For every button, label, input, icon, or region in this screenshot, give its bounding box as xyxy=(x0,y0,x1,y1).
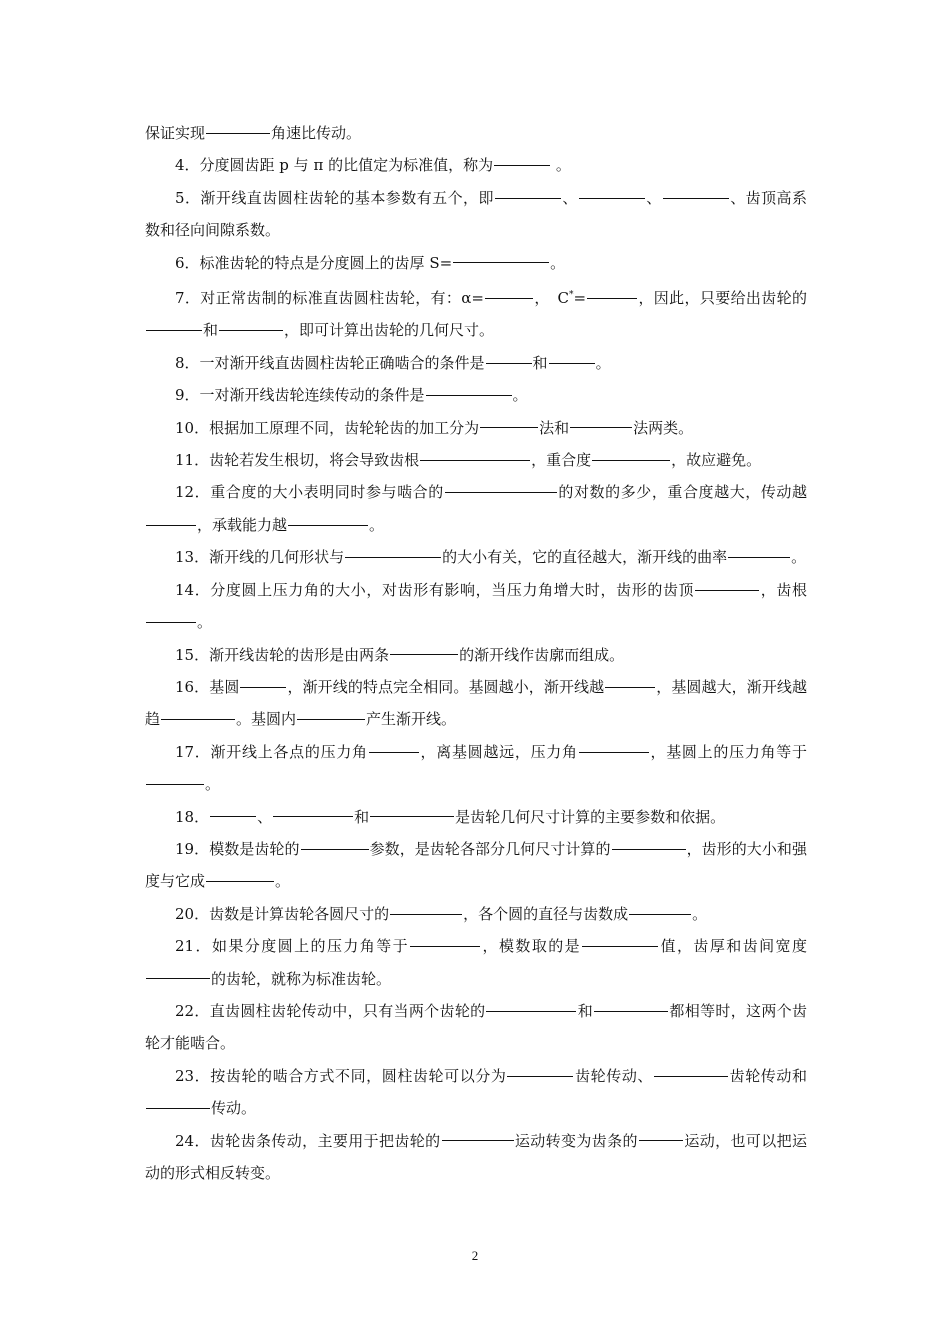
question-text: 参数，是齿轮各部分几何尺寸计算的 xyxy=(369,839,611,858)
question-item xyxy=(145,898,807,930)
question-text: 16．基圆 xyxy=(175,677,240,696)
question-text: 11．齿轮若发生根切，将会导致齿根 xyxy=(175,451,420,470)
question-text: 齿轮传动、 xyxy=(574,1066,654,1085)
superscript: * xyxy=(569,290,574,301)
question-text: 18． xyxy=(175,807,210,826)
question-text: 。 xyxy=(551,156,571,175)
question-text: 19．模数是齿轮的 xyxy=(175,839,300,858)
question-text: 运动转变为齿条的 xyxy=(514,1131,638,1150)
answer-blank[interactable] xyxy=(639,1139,683,1141)
question-text: 、 xyxy=(645,188,662,207)
question-text: 23．按齿轮的啮合方式不同，圆柱齿轮可以分为 xyxy=(175,1066,507,1085)
question-text: 传动。 xyxy=(211,1099,257,1118)
question-item xyxy=(145,833,807,898)
question-text: ，承载能力越 xyxy=(197,515,288,534)
question-item xyxy=(145,930,807,995)
answer-blank[interactable] xyxy=(426,394,512,396)
answer-blank[interactable] xyxy=(297,718,365,720)
question-text: 的齿轮，就称为标准齿轮。 xyxy=(211,969,392,988)
question-item xyxy=(145,247,807,279)
question-item xyxy=(145,671,807,736)
question-item xyxy=(145,541,807,573)
question-text: 、齿顶高系数和径向间隙系数。 xyxy=(145,188,807,240)
question-text: ，渐开线的特点完全相同。基圆越小，渐开线越 xyxy=(287,677,605,696)
question-text: 法两类。 xyxy=(633,418,694,437)
question-text: 和 xyxy=(203,321,219,340)
answer-blank[interactable] xyxy=(240,686,286,688)
question-item xyxy=(145,1125,807,1190)
question-text: ，即可计算出齿轮的几何尺寸。 xyxy=(284,321,495,340)
answer-blank[interactable] xyxy=(369,751,419,753)
answer-blank[interactable] xyxy=(146,783,204,785)
question-item xyxy=(145,574,807,639)
question-text: ，因此，只要给出齿轮的 xyxy=(638,289,807,308)
question-item xyxy=(145,801,807,833)
answer-blank[interactable] xyxy=(273,815,353,817)
answer-blank[interactable] xyxy=(486,1010,576,1012)
answer-blank[interactable] xyxy=(210,815,256,817)
answer-blank[interactable] xyxy=(612,848,686,850)
question-text: 是齿轮几何尺寸计算的主要参数和依据。 xyxy=(455,807,726,826)
question-text: 14．分度圆上压力角的大小，对齿形有影响，当压力角增大时，齿形的齿顶 xyxy=(175,580,695,599)
question-text: ，齿形的大小和强度与它成 xyxy=(145,839,807,891)
question-text: 运动，也可以把运动的形式相反转变。 xyxy=(145,1131,807,1182)
answer-blank[interactable] xyxy=(494,164,550,166)
question-item xyxy=(145,117,807,149)
question-text: 12．重合度的大小表明同时参与啮合的 xyxy=(175,483,444,502)
question-text: 法和 xyxy=(539,418,570,437)
answer-blank[interactable] xyxy=(728,556,790,558)
answer-blank[interactable] xyxy=(146,524,196,526)
question-text: ， C xyxy=(533,289,570,308)
question-text: ，离基圆越远，压力角 xyxy=(419,742,578,761)
answer-blank[interactable] xyxy=(495,197,561,199)
answer-blank[interactable] xyxy=(219,329,283,331)
answer-blank[interactable] xyxy=(579,197,645,199)
answer-blank[interactable] xyxy=(206,880,274,882)
answer-blank[interactable] xyxy=(345,556,441,558)
question-text: 15．渐开线齿轮的齿形是由两条 xyxy=(175,645,390,664)
answer-blank[interactable] xyxy=(587,297,637,299)
question-item xyxy=(145,149,807,181)
question-text: 17．渐开线上各点的压力角 xyxy=(175,742,368,761)
question-text: ，故应避免。 xyxy=(671,451,762,470)
question-item xyxy=(145,412,807,444)
answer-blank[interactable] xyxy=(549,362,595,364)
answer-blank[interactable] xyxy=(486,362,532,364)
answer-blank[interactable] xyxy=(390,653,458,655)
question-text: 21．如果分度圆上的压力角等于 xyxy=(175,937,410,956)
answer-blank[interactable] xyxy=(579,751,649,753)
question-text: 24．齿轮齿条传动，主要用于把齿轮的 xyxy=(175,1131,441,1150)
question-text: 。 xyxy=(197,613,213,632)
question-text: ，重合度 xyxy=(531,451,592,470)
question-text: 。 xyxy=(595,353,611,372)
question-text: 9．一对渐开线齿轮连续传动的条件是 xyxy=(175,386,425,405)
question-text: 。 xyxy=(791,548,807,567)
answer-blank[interactable] xyxy=(370,815,454,817)
question-text: 、 xyxy=(257,807,273,826)
answer-blank[interactable] xyxy=(592,459,670,461)
answer-blank[interactable] xyxy=(695,589,759,591)
question-item xyxy=(145,1060,807,1125)
answer-blank[interactable] xyxy=(442,1139,514,1141)
question-text: 22．直齿圆柱齿轮传动中，只有当两个齿轮的 xyxy=(175,1001,486,1020)
answer-blank[interactable] xyxy=(390,913,462,915)
question-text: 保证实现 xyxy=(145,124,206,142)
answer-blank[interactable] xyxy=(507,1075,573,1077)
answer-blank[interactable] xyxy=(445,491,557,493)
question-text: 的大小有关，它的直径越大，渐开线的曲率 xyxy=(442,548,728,567)
question-text: 。 xyxy=(512,386,528,405)
question-item xyxy=(145,347,807,379)
question-text: 齿轮传动和 xyxy=(729,1066,807,1085)
answer-blank[interactable] xyxy=(146,1107,210,1109)
answer-blank[interactable] xyxy=(410,945,480,947)
question-text: 。 xyxy=(205,775,221,794)
question-text: 。 xyxy=(369,515,385,534)
page-number: 2 xyxy=(471,1248,479,1263)
answer-blank[interactable] xyxy=(480,426,538,428)
answer-blank[interactable] xyxy=(146,621,196,623)
question-text: 。基圆内 xyxy=(236,710,297,729)
answer-blank[interactable] xyxy=(420,459,530,461)
answer-blank[interactable] xyxy=(146,977,210,979)
answer-blank[interactable] xyxy=(206,132,270,134)
question-text: = xyxy=(573,289,587,308)
answer-blank[interactable] xyxy=(485,297,533,299)
question-item xyxy=(145,639,807,671)
question-text: 和 xyxy=(354,807,370,826)
question-item xyxy=(145,736,807,801)
question-text: 。 xyxy=(692,904,708,923)
question-text: 的对数的多少，重合度越大，传动越 xyxy=(557,483,807,502)
question-text: 和 xyxy=(577,1001,594,1020)
question-text: 20．齿数是计算齿轮各圆尺寸的 xyxy=(175,904,390,923)
question-item xyxy=(145,995,807,1060)
question-text: 10．根据加工原理不同，齿轮轮齿的加工分为 xyxy=(175,418,480,437)
question-text: ，齿根 xyxy=(760,580,807,599)
question-list xyxy=(145,117,807,1189)
question-text: 、 xyxy=(561,188,578,207)
question-text: 的渐开线作齿廓而组成。 xyxy=(459,645,625,664)
question-text: 角速比传动。 xyxy=(271,124,362,142)
question-item xyxy=(145,279,807,347)
question-item xyxy=(145,476,807,541)
question-text: ，基圆越大，渐开线越趋 xyxy=(145,677,807,729)
question-text: 5．渐开线直齿圆柱齿轮的基本参数有五个，即 xyxy=(175,188,494,207)
answer-blank[interactable] xyxy=(663,197,729,199)
answer-blank[interactable] xyxy=(301,848,369,850)
answer-blank[interactable] xyxy=(570,426,632,428)
question-text: 和 xyxy=(532,353,548,372)
question-text: 值，齿厚和齿间宽度 xyxy=(659,937,807,956)
question-text: 。 xyxy=(550,253,566,272)
question-item xyxy=(145,182,807,247)
question-text: 6．标准齿轮的特点是分度圆上的齿厚 S= xyxy=(175,253,453,272)
answer-blank[interactable] xyxy=(453,261,549,263)
answer-blank[interactable] xyxy=(288,524,368,526)
question-text: 8．一对渐开线直齿圆柱齿轮正确啮合的条件是 xyxy=(175,353,485,372)
answer-blank[interactable] xyxy=(594,1010,668,1012)
question-text: ，模数取的是 xyxy=(481,937,582,956)
question-text: ，基圆上的压力角等于 xyxy=(649,742,807,761)
question-item xyxy=(145,379,807,411)
answer-blank[interactable] xyxy=(654,1075,728,1077)
question-text: 13．渐开线的几何形状与 xyxy=(175,548,345,567)
answer-blank[interactable] xyxy=(146,329,202,331)
question-text: 。 xyxy=(275,872,291,891)
question-text: 产生渐开线。 xyxy=(366,710,457,729)
answer-blank[interactable] xyxy=(629,913,691,915)
question-text: 都相等时，这两个齿轮才能啮合。 xyxy=(145,1001,807,1053)
question-item xyxy=(145,444,807,476)
question-text: ，各个圆的直径与齿数成 xyxy=(463,904,629,923)
answer-blank[interactable] xyxy=(582,945,658,947)
answer-blank[interactable] xyxy=(605,686,655,688)
question-text: 7．对正常齿制的标准直齿圆柱齿轮，有：α= xyxy=(175,289,484,308)
answer-blank[interactable] xyxy=(161,718,235,720)
question-text: 4．分度圆齿距 p 与 π 的比值定为标准值，称为 xyxy=(175,156,494,175)
